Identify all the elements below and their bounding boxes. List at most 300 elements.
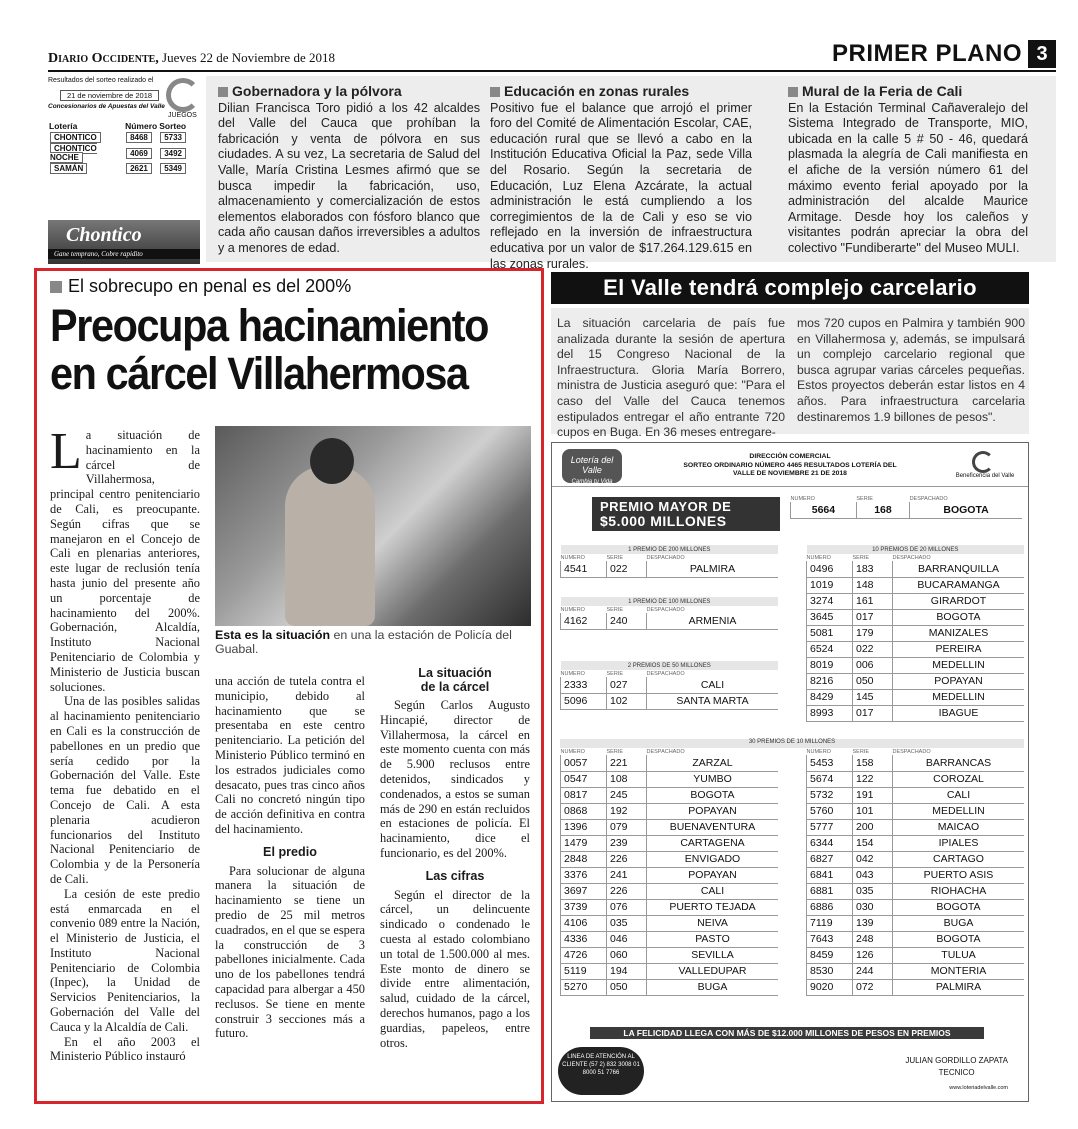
ticket-city: ARMENIA bbox=[647, 613, 779, 629]
ticket-number: 2848 bbox=[561, 851, 607, 867]
ticket-city: BUGA bbox=[647, 979, 779, 995]
ticket-number: 2333 bbox=[561, 677, 607, 693]
juegos-logo-text: JUEGOS bbox=[168, 112, 197, 119]
right-article-col-1: La situación carcelaria de país fue analizada durante la sesión de apertura del 15 Congreso Nacional de la Infraestructura. Gloria María Borrero, ministra de Justicia aseguró que: "Para el caso del Valle del Cauca tenemos estipulados entregar el año entrante 720 cupos en Buga. En 36 meses entregare- bbox=[557, 316, 785, 440]
ticket-series: 027 bbox=[607, 677, 647, 693]
ticket-city: NEIVA bbox=[647, 915, 779, 931]
lottery-intro: Resultados del sorteo realizado el bbox=[48, 77, 154, 84]
paragraph: Para solucionar de alguna manera la situación de hacinamiento se tiene un predio de 25 mil metros cuadrados, en el que se espera la construcción de 3 pabellones inicialmente. Cada uno de los pabellones tendrá capacidad para albergar a 450 reclusos. Se tiene en mente construir 3 secciones más a futuro. bbox=[215, 863, 365, 1041]
section-title: PRIMER PLANO bbox=[831, 40, 1022, 67]
article-kicker bbox=[50, 276, 351, 297]
article-column-2 bbox=[215, 674, 365, 1041]
ticket-city: CALI bbox=[893, 787, 1025, 803]
ticket-number: 5664 bbox=[791, 502, 857, 518]
article-column-1 bbox=[50, 423, 200, 1064]
ticket-number: 7643 bbox=[807, 931, 853, 947]
right-article-col-2: mos 720 cupos en Palmira y también 900 en Villahermosa y, además, se impulsará un complejo carcelario regional que busca agrupar varias cárceles pequeñas. Estos proyectos deberán estar listos en 4 años. Para infraestructura carcelaria destinaremos 1.9 billones de pesos". bbox=[797, 316, 1025, 424]
chontico-brand: Chontico bbox=[66, 224, 142, 246]
beneficencia-logo-icon bbox=[972, 451, 994, 473]
headline-line: Preocupa hacinamiento bbox=[50, 300, 489, 351]
lottery-row bbox=[48, 143, 188, 163]
col-header: NUMERO bbox=[560, 748, 585, 755]
ticket-city: MANIZALES bbox=[893, 625, 1025, 641]
prize-row bbox=[561, 693, 779, 709]
prize-row bbox=[807, 947, 1025, 963]
brief-educacion bbox=[490, 84, 752, 272]
premio-mayor-amount: $5.000 MILLONES bbox=[600, 513, 727, 529]
prize-row bbox=[561, 931, 779, 947]
ticket-series: 240 bbox=[607, 613, 647, 629]
ticket-number: 6841 bbox=[807, 867, 853, 883]
ticket-city: BOGOTA bbox=[647, 787, 779, 803]
chontico-slogan: Gane temprano, Cobre rapidito bbox=[48, 249, 200, 259]
ticket-series: 050 bbox=[607, 979, 647, 995]
paragraph: Según Carlos Augusto Hincapié, director de Villahermosa, la cárcel en este momento cuenta con más de 5.900 reclusos entre detenidos, sindicados y condenados, a estos se suman más de 290 en están recluidos en estaciones de policía. El hacinamiento, dice el funcionario, es del 200%. bbox=[380, 698, 530, 860]
ticket-series: 191 bbox=[853, 787, 893, 803]
ticket-series: 244 bbox=[853, 963, 893, 979]
ticket-city: PUERTO TEJADA bbox=[647, 899, 779, 915]
photo-figure bbox=[285, 466, 375, 626]
ticket-series: 226 bbox=[607, 851, 647, 867]
premio-50-table bbox=[560, 661, 778, 710]
section-header bbox=[832, 40, 1056, 68]
ticket-series: 158 bbox=[853, 755, 893, 771]
ticket-series: 161 bbox=[853, 593, 893, 609]
prize-row bbox=[561, 819, 779, 835]
ticket-series: 248 bbox=[853, 931, 893, 947]
ticket-city: BOGOTA bbox=[893, 899, 1025, 915]
subheading: El predio bbox=[263, 844, 317, 859]
prize-row bbox=[561, 851, 779, 867]
logo-text: Lotería del Valle bbox=[570, 455, 614, 475]
lottery-draw: 5733 bbox=[160, 132, 186, 143]
article-column-3 bbox=[380, 666, 530, 1050]
ticket-city: CARTAGO bbox=[893, 851, 1025, 867]
ticket-city: PUERTO ASIS bbox=[893, 867, 1025, 883]
ticket-city: PEREIRA bbox=[893, 641, 1025, 657]
col-header: SERIE bbox=[606, 748, 624, 755]
felicidad-banner: LA FELICIDAD LLEGA CON MÁS DE $12.000 MILLONES DE PESOS EN PREMIOS bbox=[590, 1027, 984, 1039]
brief-polvora bbox=[218, 84, 480, 257]
ticket-city: SEVILLA bbox=[647, 947, 779, 963]
ticket-city: MAICAO bbox=[893, 819, 1025, 835]
ticket-city: ZARZAL bbox=[647, 755, 779, 771]
subheading: Las cifras bbox=[425, 868, 485, 883]
ticket-number: 0547 bbox=[561, 771, 607, 787]
ticket-series: 102 bbox=[607, 693, 647, 709]
prize-row bbox=[807, 577, 1025, 593]
ticket-series: 022 bbox=[607, 561, 647, 577]
ticket-series: 183 bbox=[853, 561, 893, 577]
ticket-city: BUENAVENTURA bbox=[647, 819, 779, 835]
lottery-name: CHONTICO NOCHE bbox=[50, 144, 97, 162]
ticket-series: 108 bbox=[607, 771, 647, 787]
premio-10-title: 30 PREMIOS DE 10 MILLONES bbox=[560, 739, 1024, 748]
ticket-number: 6827 bbox=[807, 851, 853, 867]
col-header: NUMERO bbox=[790, 495, 815, 502]
ticket-city: PALMIRA bbox=[893, 979, 1025, 995]
lottery-date: 21 de noviembre de 2018 bbox=[60, 90, 159, 101]
ticket-series: 145 bbox=[853, 689, 893, 705]
ticket-number: 1396 bbox=[561, 819, 607, 835]
ticket-city: MEDELLIN bbox=[893, 657, 1025, 673]
brief-mural bbox=[788, 84, 1028, 257]
ticket-series: 241 bbox=[607, 867, 647, 883]
col-header: DESPACHADO bbox=[892, 748, 931, 755]
prize-row bbox=[561, 963, 779, 979]
logo-subtext: Cambia tu Vida bbox=[571, 479, 613, 485]
ticket-number: 7119 bbox=[807, 915, 853, 931]
paragraph: En el año 2003 el Ministerio Público instauró bbox=[50, 1034, 200, 1064]
ticket-city: YUMBO bbox=[647, 771, 779, 787]
lottery-number: 8468 bbox=[126, 132, 152, 143]
prize-row bbox=[561, 787, 779, 803]
lottery-row bbox=[48, 163, 188, 174]
ticket-number: 1019 bbox=[807, 577, 853, 593]
ticket-number: 6524 bbox=[807, 641, 853, 657]
ticket-number: 5270 bbox=[561, 979, 607, 995]
ticket-series: 226 bbox=[607, 883, 647, 899]
ticket-city: ENVIGADO bbox=[647, 851, 779, 867]
prize-row bbox=[807, 609, 1025, 625]
prize-row bbox=[807, 689, 1025, 705]
ticket-city: POPAYAN bbox=[647, 803, 779, 819]
ticket-city: CALI bbox=[647, 677, 779, 693]
col-header: SERIE bbox=[606, 554, 624, 561]
ticket-number: 1479 bbox=[561, 835, 607, 851]
premio-mayor-label: PREMIO MAYOR DE bbox=[600, 499, 732, 514]
ticket-series: 179 bbox=[853, 625, 893, 641]
ticket-number: 5732 bbox=[807, 787, 853, 803]
ticket-city: BUGA bbox=[893, 915, 1025, 931]
prize-row bbox=[807, 657, 1025, 673]
signature-name: JULIAN GORDILLO ZAPATA bbox=[905, 1056, 1008, 1065]
ticket-series: 046 bbox=[607, 931, 647, 947]
lottery-number: 2621 bbox=[126, 163, 152, 174]
ticket-city: CALI bbox=[647, 883, 779, 899]
brief-text: Positivo fue el balance que arrojó el primer foro del Comité de Alimentación Escolar, CAE, educación rural que se llevó a cabo en la Institución Educativa Oficial la Paz, sede Villa del Rosario. Según la secretaria de Educación, Luz Elena Azcárate, la actual administración le está cumpliendo a los corregimientos de la de Cali y eso se vio reflejado en la inversión de infraestructura educativa por un valor de $17.264.129.615 en las zonas rurales. bbox=[490, 100, 752, 271]
lottery-concession: Concesionarios de Apuestas del Valle bbox=[48, 103, 165, 110]
ticket-series: 060 bbox=[607, 947, 647, 963]
ticket-number: 4106 bbox=[561, 915, 607, 931]
col-header: DESPACHADO bbox=[646, 670, 685, 677]
col-header: DESPACHADO bbox=[909, 495, 948, 502]
premio-10-table-a bbox=[560, 739, 778, 996]
ticket-number: 5674 bbox=[807, 771, 853, 787]
ticket-number: 6344 bbox=[807, 835, 853, 851]
ticket-series: 101 bbox=[853, 803, 893, 819]
ticket-number: 9020 bbox=[807, 979, 853, 995]
brief-title: Mural de la Feria de Cali bbox=[802, 83, 963, 99]
results-sorteo: SORTEO ORDINARIO NÚMERO 4465 RESULTADOS LOTERÍA DEL VALLE DE NOVIEMBRE 21 DE 2018 bbox=[683, 461, 897, 477]
prize-row bbox=[807, 835, 1025, 851]
photo-caption bbox=[215, 628, 531, 656]
ticket-number: 5119 bbox=[561, 963, 607, 979]
ticket-series: 043 bbox=[853, 867, 893, 883]
col-header: SERIE bbox=[852, 554, 870, 561]
col-header: SERIE bbox=[852, 748, 870, 755]
header-rule bbox=[48, 70, 1056, 72]
newspaper-name: Diario Occidente, bbox=[48, 51, 159, 66]
prize-row bbox=[561, 677, 779, 693]
lottery-draw: 5349 bbox=[160, 163, 186, 174]
kicker-text: El sobrecupo en penal es del 200% bbox=[68, 276, 352, 296]
ticket-number: 4162 bbox=[561, 613, 607, 629]
ticket-number: 4336 bbox=[561, 931, 607, 947]
paragraph: una acción de tutela contra el municipio, debido al hacinamiento que se presentaba en este centro penitenciario. La petición del Ministerio Público terminó en los estrados judiciales como desacato, pues tras cinco años Cali no concretó ningún tipo de acción definitiva en contra del hacinamiento. bbox=[215, 674, 365, 836]
brief-text: En la Estación Terminal Cañaveralejo del Sistema Integrado de Transporte, MIO, ubicada en la calle 5 # 50 - 46, quedará plasmada la alegría de Cali manifiesta en el afiche de la versión número 61 del máximo evento ferial apoyado por la administración del alcalde Maurice Armitage. Desde hoy los caleños y visitantes podrán apreciar la obra del colectivo "Fundiberarte" del Museo MULI. bbox=[788, 100, 1028, 255]
ticket-series: 221 bbox=[607, 755, 647, 771]
lottery-table bbox=[48, 120, 188, 174]
ticket-city: PALMIRA bbox=[647, 561, 779, 577]
ticket-city: IPIALES bbox=[893, 835, 1025, 851]
col-header: NUMERO bbox=[560, 554, 585, 561]
col-header: NUMERO bbox=[560, 670, 585, 677]
ticket-city: POPAYAN bbox=[893, 673, 1025, 689]
ticket-series: 076 bbox=[607, 899, 647, 915]
brief-title: Gobernadora y la pólvora bbox=[232, 83, 402, 99]
header-date: Jueves 22 de Noviembre de 2018 bbox=[162, 50, 335, 65]
ticket-city: BOGOTA bbox=[910, 502, 1022, 518]
ticket-series: 154 bbox=[853, 835, 893, 851]
prize-row bbox=[807, 625, 1025, 641]
col-header: DESPACHADO bbox=[646, 748, 685, 755]
ticket-number: 0057 bbox=[561, 755, 607, 771]
ticket-number: 3274 bbox=[807, 593, 853, 609]
ticket-city: VALLEDUPAR bbox=[647, 963, 779, 979]
ticket-city: CARTAGENA bbox=[647, 835, 779, 851]
prize-row bbox=[807, 899, 1025, 915]
premio-mayor-banner bbox=[592, 497, 780, 531]
prize-row bbox=[561, 613, 779, 629]
dropcap: L bbox=[50, 423, 82, 480]
ticket-number: 5081 bbox=[807, 625, 853, 641]
prize-row bbox=[561, 867, 779, 883]
ticket-number: 5453 bbox=[807, 755, 853, 771]
loteria-valle-results bbox=[551, 442, 1029, 1102]
ticket-series: 035 bbox=[607, 915, 647, 931]
ticket-series: 079 bbox=[607, 819, 647, 835]
juegos-logo-icon bbox=[166, 78, 200, 112]
ticket-number: 3739 bbox=[561, 899, 607, 915]
lottery-draw: 3492 bbox=[160, 148, 186, 159]
col-header: NUMERO bbox=[806, 554, 831, 561]
ticket-series: 126 bbox=[853, 947, 893, 963]
premio-200-table bbox=[560, 545, 778, 578]
page-number: 3 bbox=[1028, 40, 1056, 68]
ticket-number: 8530 bbox=[807, 963, 853, 979]
ticket-series: 050 bbox=[853, 673, 893, 689]
ticket-city: BARRANCAS bbox=[893, 755, 1025, 771]
prize-row bbox=[807, 803, 1025, 819]
prize-row bbox=[807, 979, 1025, 995]
lottery-header: Número bbox=[125, 121, 158, 131]
ticket-series: 072 bbox=[853, 979, 893, 995]
prize-row bbox=[807, 867, 1025, 883]
article-headline bbox=[50, 302, 501, 398]
lottery-name: SAMÁN bbox=[50, 163, 87, 174]
ticket-number: 8429 bbox=[807, 689, 853, 705]
ticket-number: 5096 bbox=[561, 693, 607, 709]
prize-row bbox=[807, 851, 1025, 867]
paragraph: La cesión de este predio está enmarcada en el convenio 089 entre la Nación, el Ministerio de Justicia, el Instituto Nacional Penitenciario de Colombia (Inpec), la Unidad de Servicios Penitenciarios, la Gobernación del Valle del Cauca y la Alcaldía de Cali. bbox=[50, 886, 200, 1034]
brief-text: Dilian Francisca Toro pidió a los 42 alcaldes del Valle del Cauca que prohíban la fabricación y venta de pólvora en sus ciudades. A su vez, La secretaria de Salud del Valle, María Cristina Lesmes afirmó que se busca impedir la fabricación, uso, almacenamiento y comercialización de estos elementos elaborados con fósforo blanco que cada año causan daños irreversibles a adultos y a menores de edad. bbox=[218, 100, 480, 255]
col-header: DESPACHADO bbox=[646, 554, 685, 561]
ticket-number: 5777 bbox=[807, 819, 853, 835]
beneficencia-logo bbox=[952, 449, 1018, 483]
col-header: SERIE bbox=[856, 495, 873, 502]
bullet-square-icon bbox=[490, 87, 500, 97]
prize-row bbox=[807, 931, 1025, 947]
prize-row bbox=[807, 915, 1025, 931]
lottery-name: CHONTICO bbox=[50, 132, 101, 143]
prize-title: 2 PREMIOS DE 50 MILLONES bbox=[561, 661, 779, 670]
paragraph: a situación de hacinamiento en la cárcel de Villahermosa, principal centro penitenciario de Cali, es preocupante. Según cifras que se manejaron en el Concejo de Cali en plenarias anteriores, este lugar de reclusión tenía hasta junio del presente año un porcentaje de hacinamiento del 200%. Gobernación, Alcaldía, Instituto Nacional Penitenciario de Colombia y Ministerio de Justicia buscan soluciones. bbox=[50, 428, 200, 694]
ticket-city: TULUA bbox=[893, 947, 1025, 963]
ticket-city: IBAGUE bbox=[893, 705, 1025, 721]
ticket-series: 122 bbox=[853, 771, 893, 787]
prize-row bbox=[561, 899, 779, 915]
ticket-city: GIRARDOT bbox=[893, 593, 1025, 609]
ticket-series: 006 bbox=[853, 657, 893, 673]
lottery-header: Sorteo bbox=[159, 121, 187, 131]
signature-block bbox=[905, 1055, 1008, 1079]
premio-100-table bbox=[560, 597, 778, 630]
prize-title: 1 PREMIO DE 100 MILLONES bbox=[561, 597, 779, 606]
ticket-city: MEDELLIN bbox=[893, 689, 1025, 705]
ticket-number: 5760 bbox=[807, 803, 853, 819]
subheading: La situación bbox=[418, 666, 492, 680]
ticket-city: MEDELLIN bbox=[893, 803, 1025, 819]
right-article-title: El Valle tendrá complejo carcelario bbox=[551, 272, 1029, 304]
bullet-square-icon bbox=[788, 87, 798, 97]
ticket-number: 0868 bbox=[561, 803, 607, 819]
ticket-series: 017 bbox=[853, 705, 893, 721]
signature-role: TECNICO bbox=[938, 1068, 975, 1077]
lottery-row bbox=[48, 132, 188, 143]
premio-mayor-table bbox=[790, 495, 1022, 519]
ticket-city: PASTO bbox=[647, 931, 779, 947]
prize-row bbox=[807, 787, 1025, 803]
prize-row bbox=[561, 803, 779, 819]
prize-row bbox=[561, 915, 779, 931]
ticket-city: BARRANQUILLA bbox=[893, 561, 1025, 577]
prize-row bbox=[807, 641, 1025, 657]
prize-title: 1 PREMIO DE 200 MILLONES bbox=[561, 545, 779, 554]
ticket-series: 192 bbox=[607, 803, 647, 819]
col-header: SERIE bbox=[606, 670, 624, 677]
ticket-series: 245 bbox=[607, 787, 647, 803]
ticket-number: 3645 bbox=[807, 609, 853, 625]
ticket-number: 6886 bbox=[807, 899, 853, 915]
ticket-number: 0496 bbox=[807, 561, 853, 577]
caption-text: en una la estación de Policía del Guabal. bbox=[215, 628, 512, 656]
results-direction: DIRECCIÓN COMERCIAL bbox=[749, 453, 831, 460]
ticket-city: COROZAL bbox=[893, 771, 1025, 787]
ticket-city: MONTERIA bbox=[893, 963, 1025, 979]
lottery-header: Lotería bbox=[49, 121, 78, 131]
ticket-series: 035 bbox=[853, 883, 893, 899]
ticket-series: 022 bbox=[853, 641, 893, 657]
col-header: DESPACHADO bbox=[892, 554, 931, 561]
subheading: de la cárcel bbox=[420, 680, 490, 694]
ticket-city: POPAYAN bbox=[647, 867, 779, 883]
prize-row bbox=[807, 883, 1025, 899]
prize-row bbox=[807, 771, 1025, 787]
beneficencia-text: Beneficencia del Valle bbox=[955, 473, 1015, 479]
prize-row bbox=[561, 771, 779, 787]
prize-row bbox=[807, 755, 1025, 771]
prize-row bbox=[561, 835, 779, 851]
photo-figure-head bbox=[310, 438, 354, 484]
premio-20-table bbox=[806, 545, 1024, 722]
brief-title: Educación en zonas rurales bbox=[504, 83, 690, 99]
ticket-series: 200 bbox=[853, 819, 893, 835]
ticket-series: 148 bbox=[853, 577, 893, 593]
prize-row bbox=[807, 705, 1025, 721]
header-dateline bbox=[48, 50, 335, 67]
caption-bold: Esta es la situación bbox=[215, 628, 331, 642]
ticket-city: RIOHACHA bbox=[893, 883, 1025, 899]
bullet-square-icon bbox=[50, 281, 62, 293]
prize-row bbox=[807, 593, 1025, 609]
ticket-number: 6881 bbox=[807, 883, 853, 899]
prize-row bbox=[561, 947, 779, 963]
col-header: NUMERO bbox=[806, 748, 831, 755]
paragraph: Según el director de la cárcel, un delincuente sindicado o condenado le cuesta al estado colombiano un total de 1.500.000 al mes. Este monto de dinero se divide entre alimentación, salud, cuidado de la cárcel, derechos humanos, pago a los guardias, papeleos, entre otros. bbox=[380, 887, 530, 1050]
headline-line: en cárcel Villahermosa bbox=[50, 348, 468, 399]
prize-title: 10 PREMIOS DE 20 MILLONES bbox=[807, 545, 1025, 554]
col-header: SERIE bbox=[606, 606, 624, 613]
chontico-ad bbox=[48, 220, 200, 264]
col-header: NUMERO bbox=[560, 606, 585, 613]
paragraph: Una de las posibles salidas al hacinamiento penitenciario en Cali es la construcción de pabellones en un predio que sería cedido por la Gobernación del Valle. Este tema fue debatido en el Concejo de Cali. A esta plenaria acudieron funcionarios del Instituto Nacional Penitenciario de Colombia y de la Personería de Cali. bbox=[50, 694, 200, 886]
ticket-number: 0817 bbox=[561, 787, 607, 803]
ticket-number: 8019 bbox=[807, 657, 853, 673]
ticket-series: 017 bbox=[853, 609, 893, 625]
ticket-series: 139 bbox=[853, 915, 893, 931]
ticket-number: 4726 bbox=[561, 947, 607, 963]
ticket-number: 3376 bbox=[561, 867, 607, 883]
prize-row bbox=[807, 673, 1025, 689]
prize-row bbox=[561, 979, 779, 995]
customer-service-line: LINEA DE ATENCIÓN AL CLIENTE (57 2) 832 3008 01 8000 51 7766 bbox=[558, 1047, 644, 1095]
ticket-series: 030 bbox=[853, 899, 893, 915]
prize-row bbox=[807, 819, 1025, 835]
prize-row bbox=[561, 755, 779, 771]
ticket-number: 3697 bbox=[561, 883, 607, 899]
prize-row bbox=[561, 883, 779, 899]
bullet-square-icon bbox=[218, 87, 228, 97]
ticket-series: 042 bbox=[853, 851, 893, 867]
col-header: DESPACHADO bbox=[646, 606, 685, 613]
article-photo bbox=[215, 426, 531, 626]
ticket-city: BUCARAMANGA bbox=[893, 577, 1025, 593]
ticket-city: BOGOTA bbox=[893, 931, 1025, 947]
prize-row bbox=[561, 561, 779, 577]
prize-row bbox=[807, 561, 1025, 577]
ticket-number: 8216 bbox=[807, 673, 853, 689]
premio-10-table-b bbox=[806, 739, 1024, 996]
website: www.loteriadelvalle.com bbox=[949, 1085, 1008, 1091]
ticket-series: 239 bbox=[607, 835, 647, 851]
lottery-number: 4069 bbox=[126, 148, 152, 159]
ticket-number: 8993 bbox=[807, 705, 853, 721]
ticket-series: 194 bbox=[607, 963, 647, 979]
ticket-city: BOGOTA bbox=[893, 609, 1025, 625]
ticket-number: 4541 bbox=[561, 561, 607, 577]
ticket-series: 168 bbox=[856, 502, 909, 518]
